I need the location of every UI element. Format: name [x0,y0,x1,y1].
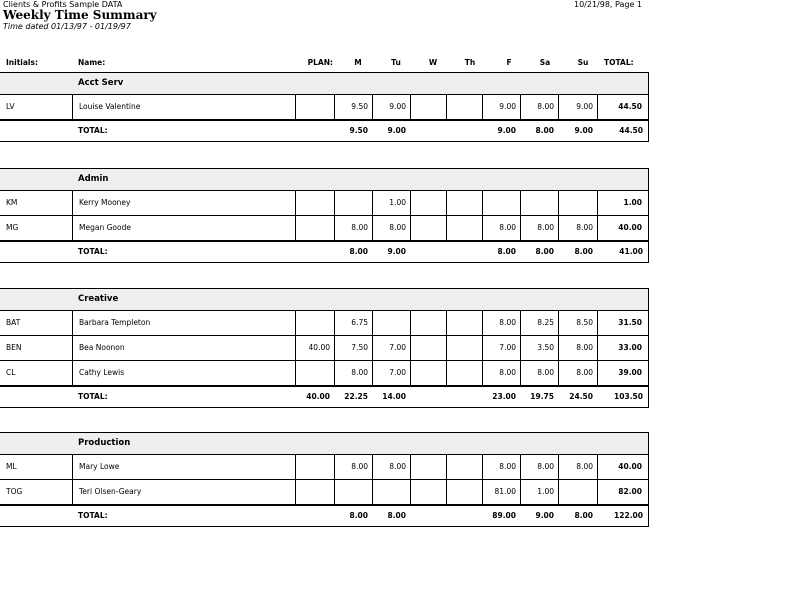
cell-w [410,216,446,240]
cell-sa [520,387,558,407]
cell-tu-value: 1.00 [389,198,406,207]
cell-total [597,216,649,240]
cell-m [334,191,372,215]
cell-initials-value: LV [6,102,15,111]
cell-f-value: 8.00 [499,368,516,377]
table-row [0,455,649,480]
cell-th [446,311,482,335]
cell-tu [372,480,410,504]
department-name: Admin [78,174,109,184]
cell-total-value: 39.00 [618,368,642,377]
cell-m-value: 7.50 [351,343,368,352]
report-title: Weekly Time Summary [3,8,157,22]
cell-th [446,95,482,119]
cell-total [597,480,649,504]
cell-m [334,242,372,262]
cell-m-value: 6.75 [351,318,368,327]
cell-name [72,95,295,119]
group-total-row [0,386,649,408]
cell-initials [0,191,72,215]
cell-f [482,121,520,141]
cell-name [72,361,295,385]
cell-m [334,361,372,385]
cell-tu-value: 9.00 [387,126,406,135]
cell-total-value: 122.00 [614,511,643,520]
cell-w [410,387,446,407]
cell-su-value: 8.00 [576,223,593,232]
cell-m-value: 9.50 [351,102,368,111]
cell-f [482,506,520,526]
cell-tu [372,387,410,407]
cell-total [597,387,649,407]
cell-th [446,242,482,262]
column-header-plan: PLAN: [307,58,333,67]
cell-m-value: 8.00 [351,368,368,377]
cell-total [597,506,649,526]
cell-w [410,336,446,360]
cell-th [446,480,482,504]
department-header [0,72,649,95]
table-row [0,480,649,505]
cell-m [334,506,372,526]
cell-su [558,361,597,385]
cell-sa-value: 8.00 [537,462,554,471]
cell-initials-value: BAT [6,318,21,327]
cell-w [410,506,446,526]
cell-su-value: 8.00 [574,247,593,256]
cell-sa-value: 1.00 [537,487,554,496]
cell-initials [0,480,72,504]
cell-f-value: 8.00 [499,462,516,471]
cell-th [446,506,482,526]
cell-sa [520,216,558,240]
cell-initials-value: MG [6,223,19,232]
cell-total-value: 103.50 [614,392,643,401]
cell-initials-value: CL [6,368,16,377]
cell-f [482,242,520,262]
cell-tu [372,95,410,119]
cell-su [558,121,597,141]
cell-m [334,216,372,240]
cell-plan [295,242,334,262]
cell-plan [295,95,334,119]
cell-w [410,455,446,479]
column-header-su: Su [577,58,589,67]
cell-sa-value: 19.75 [530,392,554,401]
cell-m [334,121,372,141]
cell-tu [372,506,410,526]
cell-total [597,121,649,141]
cell-su-value: 8.00 [574,511,593,520]
cell-sa [520,242,558,262]
cell-tu [372,336,410,360]
cell-th [446,387,482,407]
cell-th [446,336,482,360]
cell-plan [295,336,334,360]
cell-m [334,311,372,335]
cell-su [558,336,597,360]
cell-f [482,95,520,119]
cell-tu-value: 8.00 [389,462,406,471]
cell-f [482,455,520,479]
cell-initials [0,95,72,119]
cell-su-value: 9.00 [576,102,593,111]
table-row [0,191,649,216]
cell-total-value: 31.50 [618,318,642,327]
cell-name-value: Megan Goode [79,223,131,232]
cell-sa [520,191,558,215]
department-name: Production [78,438,131,448]
cell-total [597,336,649,360]
cell-f [482,361,520,385]
cell-plan [295,480,334,504]
cell-sa [520,480,558,504]
cell-total-value: 40.00 [618,223,642,232]
cell-su [558,506,597,526]
cell-name-value: TOTAL: [78,511,108,520]
cell-f-value: 89.00 [492,511,516,520]
cell-sa [520,361,558,385]
cell-name [72,311,295,335]
cell-su [558,311,597,335]
cell-th [446,191,482,215]
cell-sa [520,336,558,360]
cell-m-value: 22.25 [344,392,368,401]
cell-tu [372,361,410,385]
cell-sa [520,506,558,526]
cell-initials-value: BEN [6,343,22,352]
cell-f [482,336,520,360]
column-header-initials: Initials: [6,58,38,67]
table-row [0,216,649,241]
cell-w [410,121,446,141]
department-section [0,168,649,263]
cell-m [334,95,372,119]
column-header-sa: Sa [539,58,551,67]
cell-m-value: 8.00 [349,511,368,520]
cell-name-value: TOTAL: [78,392,108,401]
cell-su-value: 9.00 [574,126,593,135]
cell-tu-value: 8.00 [387,511,406,520]
cell-f [482,311,520,335]
report-date-range: Time dated 01/13/97 - 01/19/97 [3,22,131,31]
cell-name [72,191,295,215]
cell-su-value: 8.00 [576,343,593,352]
cell-tu [372,191,410,215]
cell-su [558,242,597,262]
cell-m [334,455,372,479]
cell-f-value: 81.00 [494,487,516,496]
cell-name [72,480,295,504]
cell-tu [372,216,410,240]
cell-tu [372,455,410,479]
cell-f-value: 8.00 [499,318,516,327]
cell-total-value: 44.50 [618,102,642,111]
cell-f-value: 23.00 [492,392,516,401]
cell-su [558,216,597,240]
cell-initials-value: ML [6,462,17,471]
cell-plan-value: 40.00 [306,392,330,401]
cell-plan [295,455,334,479]
cell-total-value: 82.00 [618,487,642,496]
cell-w [410,242,446,262]
department-header [0,288,649,311]
cell-name [72,387,295,407]
cell-name [72,455,295,479]
cell-f [482,387,520,407]
column-header-total: TOTAL: [604,58,634,67]
report-company: Clients & Profits Sample DATA [3,0,123,9]
department-section [0,72,649,142]
cell-total [597,191,649,215]
cell-sa [520,311,558,335]
department-section [0,288,649,408]
cell-sa [520,455,558,479]
cell-total-value: 33.00 [618,343,642,352]
cell-total-value: 44.50 [619,126,643,135]
cell-plan [295,361,334,385]
cell-th [446,216,482,240]
cell-su [558,455,597,479]
cell-su-value: 24.50 [569,392,593,401]
department-name: Acct Serv [78,78,124,88]
cell-total [597,242,649,262]
cell-w [410,191,446,215]
cell-sa [520,95,558,119]
cell-f-value: 9.00 [499,102,516,111]
cell-name-value: TOTAL: [78,126,108,135]
cell-f [482,480,520,504]
cell-sa [520,121,558,141]
department-section [0,432,649,527]
cell-sa-value: 8.00 [537,223,554,232]
report-date-page: 10/21/98, Page 1 [574,0,643,9]
group-total-row [0,241,649,263]
cell-w [410,480,446,504]
cell-f-value: 7.00 [499,343,516,352]
cell-m [334,336,372,360]
cell-sa-value: 9.00 [535,511,554,520]
cell-name [72,121,295,141]
cell-m-value: 8.00 [349,247,368,256]
cell-su-value: 8.00 [576,368,593,377]
cell-tu [372,242,410,262]
cell-total-value: 41.00 [619,247,643,256]
cell-name [72,506,295,526]
cell-total [597,455,649,479]
column-header-th: Th [464,58,476,67]
cell-tu-value: 9.00 [387,247,406,256]
cell-f-value: 8.00 [499,223,516,232]
group-total-row [0,505,649,527]
cell-su [558,387,597,407]
cell-m [334,387,372,407]
cell-plan [295,216,334,240]
cell-sa-value: 8.00 [537,102,554,111]
cell-name [72,242,295,262]
cell-su [558,480,597,504]
cell-sa-value: 8.00 [537,368,554,377]
cell-tu-value: 9.00 [389,102,406,111]
cell-tu [372,121,410,141]
cell-total-value: 1.00 [623,198,642,207]
cell-initials-value: TOG [6,487,23,496]
cell-m-value: 8.00 [351,462,368,471]
cell-w [410,95,446,119]
cell-initials [0,216,72,240]
column-header-w: W [428,58,438,67]
cell-name-value: Kerry Mooney [79,198,131,207]
cell-total [597,311,649,335]
column-header-m: M [354,58,362,67]
cell-m-value: 9.50 [349,126,368,135]
table-row [0,311,649,336]
cell-tu-value: 8.00 [389,223,406,232]
cell-su [558,95,597,119]
cell-initials [0,336,72,360]
cell-su [558,191,597,215]
cell-initials-value: KM [6,198,18,207]
column-header-f: F [506,58,512,67]
group-total-row [0,120,649,142]
cell-f [482,191,520,215]
cell-name-value: Bea Noonon [79,343,125,352]
department-header [0,168,649,191]
cell-name-value: Teri Olsen-Geary [79,487,142,496]
cell-tu [372,311,410,335]
cell-plan [295,387,334,407]
cell-f [482,216,520,240]
table-row [0,95,649,120]
cell-plan [295,121,334,141]
cell-name-value: TOTAL: [78,247,108,256]
cell-total [597,361,649,385]
cell-plan-value: 40.00 [308,343,330,352]
cell-sa-value: 8.00 [535,126,554,135]
cell-name [72,336,295,360]
cell-tu-value: 7.00 [389,368,406,377]
cell-plan [295,311,334,335]
cell-m [334,480,372,504]
cell-th [446,361,482,385]
cell-plan [295,191,334,215]
cell-name [72,216,295,240]
cell-f-value: 9.00 [497,126,516,135]
cell-su-value: 8.00 [576,462,593,471]
cell-name-value: Louise Valentine [79,102,141,111]
cell-initials [0,455,72,479]
cell-sa-value: 8.25 [537,318,554,327]
cell-sa-value: 3.50 [537,343,554,352]
cell-f-value: 8.00 [497,247,516,256]
cell-name-value: Mary Lowe [79,462,120,471]
column-header-tu: Tu [391,58,401,67]
cell-w [410,311,446,335]
cell-initials [0,361,72,385]
cell-su-value: 8.50 [576,318,593,327]
column-header-name: Name: [78,58,106,67]
cell-total-value: 40.00 [618,462,642,471]
cell-plan [295,506,334,526]
department-name: Creative [78,294,119,304]
cell-w [410,361,446,385]
cell-total [597,95,649,119]
cell-name-value: Cathy Lewis [79,368,125,377]
cell-tu-value: 7.00 [389,343,406,352]
cell-tu-value: 14.00 [382,392,406,401]
table-row [0,336,649,361]
department-header [0,432,649,455]
cell-initials [0,311,72,335]
cell-m-value: 8.00 [351,223,368,232]
cell-th [446,455,482,479]
cell-th [446,121,482,141]
cell-sa-value: 8.00 [535,247,554,256]
table-row [0,361,649,386]
cell-name-value: Barbara Templeton [79,318,151,327]
